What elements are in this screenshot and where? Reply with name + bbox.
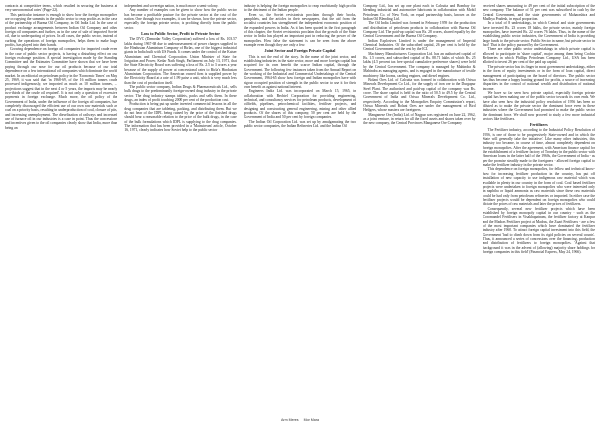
footer-right: Mor Mara — [303, 418, 319, 422]
paragraph: The Oil India Limited was formed in February 1959 for the production and distribution of petroleum products in collaboration with Burma Oil Company Ltd. The paid-up capital was Rs. 28 crores, shared equally by the Central Government and the Burma Oil Company. — [363, 21, 476, 39]
paragraph: Indian Explosives Limited is under the management of Imperial Chemical Industries. Of the subscribed capital, 26 per cent is held by the Central Government and the rest by the ICI. — [363, 38, 476, 52]
text-column-1 — [5, 4, 117, 412]
section-heading: Fertilizers — [529, 121, 548, 127]
paragraph: Any number of examples can be given to show how the public sector has become a profitable pasture for the private sector at the cost of the nation. One through two examples, it can be shown, how the private sector, especially the foreign private sector, is profiting directly from the public sector. — [124, 8, 237, 30]
paragraph: Production is being put up under inverted commercial lessons in all the drug companies that are tableting, packing, and distributing them. But we do not hear of the IDPL being ruined by the price of the finished drugs should bear a reasonable relation to the price of the bulk drugs, in the case of the bulk formulations which IDPL is supplying to the drug companies. The information that has been provided in a 'Mainstream' article, October 16, 1971, clearly indicates how Soviet help to the public sector — [124, 102, 237, 133]
paragraph: This is not the end of the story. In the name of the joint sector, and establishing industries in the state sector, more and more foreign capital has acquired for its own benefit the scarce Indian capital, through the Government. The following few instances taken from the Annual Report on the working of the Industrial and Commercial Undertakings of the Central Government, 1964-65 show how foreign and Indian monopolies have with rigour occupied position of strength in the public sector to use it for their own benefit as against national interest. — [243, 54, 357, 89]
paragraph: In a total of 8 undertakings, in which Central and state governments have invested Rs. 23 crores 18 lakhs, the private sector, mainly foreign monopolies, have invested Rs. 22 crores 76 lakhs. Thus, in the name of the establishing public sector industries, the Government of India is providing large funds to the private sector. Public Sector in name, but private sector in fact! That is the policy pursued by the Government. — [482, 21, 595, 48]
page-footer — [0, 418, 600, 422]
paragraph: Even so, the Soviet revisionists proclaim through their books, pamphlets, and the articles in their newspapers, that the aid from the socialist countries has strengthened the independent economic position of the expanded powers in India. As it has been quoted in the first paragraph of this chapter, the Soviet revisionists proclaim that the growth of the State sector in India has played an important part in reducing the power of the monopolies. How false the statement is can be seen from the above example even though they are only a few. — [243, 12, 357, 48]
paragraph: Bolani Ores Ltd. of Calcutta was formed in collaboration with Orissa Minerals Development Co Ltd., for the supply of iron ore to the Durgapur Steel Plant. The authorised and paid-up capital of the company was Rs. crore. The share capital is held in the ratio of 50.5 to 49.5 by the Central Government of India and Orissa Minerals Development Co. Ltd., respectively. According to the Monopolies Enquiry Commission's report, Orissa Minerals and Bolani Ores are under the management of Bird Heilgers, whose masters are foreigners. — [363, 77, 476, 113]
paragraph: Consequently, several new fertilizer projects which have been established by foreign monopoly capital in our country - such as the Coromandel Fertilisers in Visakhapatnam, the fertilizer factory at Kanpur and the Madras Fertilizer project at Madras, the Zuari Fertilisers - are a few of the most important companies which have dominated the fertilizer industry after 1960. To attract foreign capital investment into this field, the Government 'had to climb down from its rigid policies on several counts'. Thus, it announced a series of concessions over the financing, production and distribution of fertilizers to foreign monopolies. 'Against that background it was in the advent of (allowing) majority share holdings for foreign companies in this field' (Financial Express, May 24, 1966). — [482, 206, 595, 254]
section-heading: Loss to Public Sector, Profit to Private Sector — [141, 30, 221, 36]
paragraph: This particular instance is enough to show how the foreign monopolies are occupying the summits in the public sector to reap profits as in the case of the partnership of Burma Oil Company, in Oil India Ltd. In the case of product exchange arrangements between Indian Oil Company and other foreign oil companies and further, as in the case of sale of imported Soviet oil, due to underquoting of prices. In all cases, the public sector, instead of curbing the operations of foreign monopolies, helps them to make huge profits, has played into their hands. — [5, 12, 118, 48]
paragraph: The Fertilizer industry, according to the Industrial Policy Resolution of 1956, is one of those to be progressively State-owned and in which the State will generally take the initiative'. Like many other industries, this industry too became, in course of time, almost completely dependent on foreign monopolies. After the agreement, with American finance capital for the establishment of a fertilizer factory of Trombay in the public sector with American loans in the latter half of the 1960s, the Government of India - as per the promise steadily made to the foreigners - allowed foreign capital to make the fertilizer industry in the private sector. — [482, 128, 595, 168]
text-column-2 — [124, 4, 236, 412]
paragraph: There are other public sector undertakings in which private capital is allowed to participate in 'share capital', major among them being Cochin Refineries in which Phillips Petroleum Company Ltd., USA has been allotted to invest 26 per cent of the paid up capital. — [482, 47, 595, 65]
paragraph: independent and sovereign nation, is much more a semi-colony. — [124, 4, 219, 8]
paragraph: contracts at competitive terms, which resulted in securing the business at very uneconomical rates' (Page-22). — [5, 4, 118, 13]
paragraph: industry is helping the foreign monopolies to reap exorbitantly high profits to the detriment of the Indian people. — [243, 4, 357, 13]
paragraph: The Indian Oil Corporation Ltd. was set up by amalgamating the two public sector companies, the Indian Refineries Ltd. and the Indian Oil — [243, 119, 357, 129]
paragraph: Engineers India Ltd. was incorporated on March 15, 1965, in collaboration with Bechtel Corporation for providing engineering, technical, and consultancy services for petroleum products, development of oilfields, pipelines, petrochemical facilities, fertiliser projects, and designing and constructing general engineering, mining and other allied products. Of the shares of this company, 50 per cent are held by the Government of India and 50 per cent by foreign companies. — [243, 89, 357, 120]
paragraph: The public sector company, Indian Drugs & Pharmaceuticals Ltd., sells bulk drugs to the predominantly foreign-owned drug industry in the private sector. The drug industry stamps tablets, packs and sells them. In these drugs, an index of profit touching 2000 per cent of the production cost. — [124, 84, 237, 102]
paragraph: Manganese Ore (India) Ltd. of Nagpur was registered on June 22, 1962, as a joint venture, in return for all the fixed assets and shares taken over by the new company, the Central Provinces Manganese Ore Company — [363, 112, 476, 126]
paragraph: received shares amounting to 49 per cent of the initial subscription of the new company. The balance of 51 per cent was subscribed in cash by the Central Government, and the state governments of Maharashtra and Madhya Pradesh, in equal proportion. — [482, 4, 595, 22]
paragraph: Machinery Manufacturers Corporation Ltd. has an authorised capital of Rs. 1.5 crores, and subscribed capital of Rs. 88.71 lakhs of which Rs. 25 lakhs (4.5 percent tax free special cumulative preference shares) were held by the Central Government. The company is managed by Mahindra & Mahindra as managing agents, and is engaged in the manufacture of textile machinery like looms, carding engines, and diesel engines. — [363, 51, 476, 78]
text-column-4 — [363, 4, 475, 412]
paragraph: We have so far seen how private capital, especially foreign private capital has been making use of the public sector towards its own ends. We have also seen how the industrial policy resolution of 1956 has been so diluted as to make the private sector the dominant force even in these industries where the Government had promised to make the public sector the dominant force. We shall now proceed to study a few more industrial sectors like fertilisers. — [482, 90, 595, 121]
paragraph: The DVC (Damodar Valley Corporation) suffered a loss of Rs. 103.57 lakhs during 1967-68 due to underassessment of power charges supplied to the Hindustan Aluminium Company of Birlas, one of the biggest industrial giants in India built with US Funds. It comes under the control of the Kaiser Aluminium and Chemical Corporation. Union Minister of State for Irrigation and Power, Kedar Nath Singh, Parliament on July 13, 1971, that the State Electricity Board was suffering a loss of Rs. 2.5 to 3 crores a year because of the supply of power at concessional rates to Birla's Hindustan Aluminium Corporation. The American owned firm is supplied power by the Electricity Board at a rate of 1.99 paise a unit, which is very much less than the cost of production itself. — [124, 37, 237, 85]
footer-left: Arm Meres — [281, 418, 299, 422]
text-column-3 — [244, 4, 356, 412]
text-column-5 — [483, 4, 595, 412]
paragraph: This dependence on foreign monopolies, for fellow and technical know-how for increasing fertilizer production in the country, has put off installation of new capacity to use indigenous raw material which was available in plenty in our country in the form of coal. Coal based fertilizer projects were undertaken to foreign monopolies who were interested only in naphtha or liquid ammonia as raw materials since these raw materials could be had only from petroleum refineries or imported. In either case the fertilizer projects would be dependent on foreign monopolies who could dictate the prices of raw materials and later the prices of fertilizers. — [482, 167, 595, 207]
section-heading: Joint Sector and Foreign Private Capital — [264, 47, 336, 53]
paragraph: The private sector has its finger in most government undertakings, either in the form of equity investments or in the form of loan capital, direct management of participating on the board of directors. The public sector has thus become a happy hunting ground for profits, a source of increasing disparities in the control of national wealth and distribution of national income. — [482, 64, 595, 91]
paragraph: Company Ltd., has set up one plant each in Calcutta and Bombay for blending industrial and automotive lubricants in collaboration with Mobil Petroleum Co. of New York, on equal partnership basis, known as the Indian Oil Blending Ltd. — [363, 4, 476, 22]
paragraph: Growing dependence on foreign oil companies for imported crude even in the case of public sector projects, is having a disturbing effect on our foreign exchange position. A special investigation made by the Standing Committee and the Estimates Committee have shown that we have been paying through our nose for our oil products because of our total dependence on a few international oil companies which dominate the world market. In an editorial on petroleum policy in the 'Economic Times' on May 25, 1969, it was said that 'in 1968-69, of the 16 million tonnes crude processed indigenously, we imported as much as 10 million tonnes, ... projections suggest that in the next 4 or 5 years, the imports may be nearly two-thirds of the crude oil required'. It is not only a question of excessive payments in foreign exchange. Much more, the oil policy of the Government of India, under the influence of the foreign oil companies, has completely discouraged the efficient use of our own raw materials such as coal on a priority basis, resulting in underproduction of coal, closure of pits, and increasing unemployment. The dieselization of railways and increased use of furnace oil in our industries is a case in point. Thus the concessions and incentives given to the oil companies clearly show that India, more than being an — [5, 47, 118, 130]
